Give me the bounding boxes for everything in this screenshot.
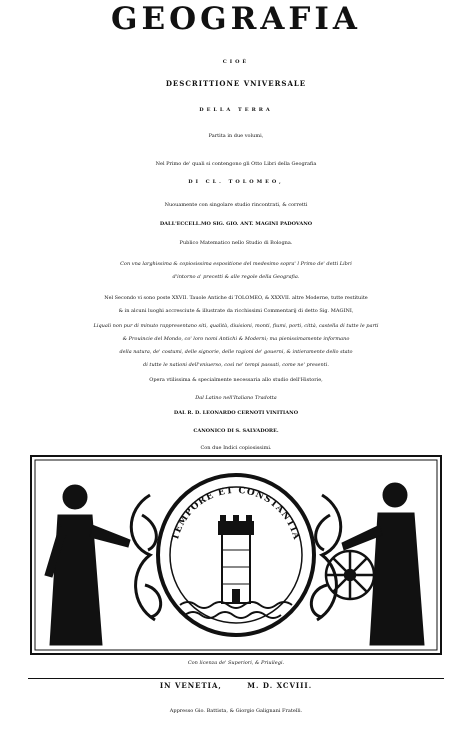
tower-icon <box>218 515 254 603</box>
description-liquali4: di tutte le nationi dell'vniuerso, così ne' tempi passati, come ne' presenti. <box>143 362 329 368</box>
utility-latino: Dal Latino nell'Italiano Tradotta <box>195 395 277 401</box>
title-cioe: CIOÈ <box>222 59 250 65</box>
translator-line1: DAL R. D. LEONARDO CERNOTI VINITIANO <box>173 410 299 416</box>
subtitle-author: DI CL. TOLOMEO, <box>188 179 284 185</box>
utility-opera: Opera vtilissima & specialmente necessaria allo studio dell'Historie, <box>149 377 323 383</box>
description-secondo1: Nel Secondo vi sono poste XXVII. Tauole Antiche di TOLOMEO, & XXXVII. altre Moderne, tutte restituite <box>104 295 368 301</box>
subtitle-editor: DALL'ECCELL.MO SIG. GIO. ANT. MAGINI PADOVANO <box>159 221 313 227</box>
imprint-line <box>0 682 472 689</box>
imprint-printers: Appresso Gio. Battista, & Giorgio Galignani Fratelli. <box>169 708 303 714</box>
printers-device <box>30 455 442 655</box>
title-main: GEOGRAFIA <box>111 1 361 37</box>
imprint-year: M. D. XCVIII. <box>247 681 313 690</box>
imprint-rule <box>28 678 444 679</box>
description-liquali1: Liquali non pur di minuto rappresentano siti, qualità, diuisioni, monti, fiumi, porti, città, castella di tutte le parti <box>93 323 379 329</box>
title-line2: DELLA TERRA <box>199 107 273 113</box>
subtitle-primo: Nel Primo de' quali si contengono gli Otto Libri della Geografia <box>155 161 317 167</box>
wheel-icon <box>326 551 374 599</box>
emblem-motto: TEMPORE ET CONSTANTIA <box>170 485 302 542</box>
description-line1: Con vna larghissima & copiosissima espositione del medesimo sopra' l Primo de' detti Libri <box>120 261 352 267</box>
subtitle-nuovamente: Nuouamente con singolare studio rincontrati, & corretti <box>164 202 308 208</box>
description-liquali3: della natura, de' costumi, delle signorie, delle ragioni de' gouerni, & intieramente dello stato <box>119 349 353 355</box>
imprint-place: IN VENETIA, <box>159 681 222 690</box>
subtitle-partita: Partita in due volumi, <box>208 133 264 139</box>
indici-text: Con due Indici copiosissimi. <box>200 445 272 451</box>
description-line2: d'intorno a' precetti & alle regole della Geografia. <box>172 274 300 280</box>
license-text: Con licenza de' Superiori, & Priuilegi. <box>187 660 285 666</box>
title-line1: DESCRITTIONE VNIVERSALE <box>165 79 307 88</box>
description-liquali2: & Prouincie del Mondo, co' loro nomi Antichi & Moderni; ma pienissimamente informano <box>122 336 350 342</box>
description-secondo2: & in alcuni luoghi accresciute & illustrate da ricchissimi Commentarij di detto Sig. MAGINI, <box>118 308 354 314</box>
subtitle-publico: Publico Matematico nello Studio di Bologna. <box>179 240 293 246</box>
translator-line2: CANONICO DI S. SALVADORE. <box>193 428 279 434</box>
